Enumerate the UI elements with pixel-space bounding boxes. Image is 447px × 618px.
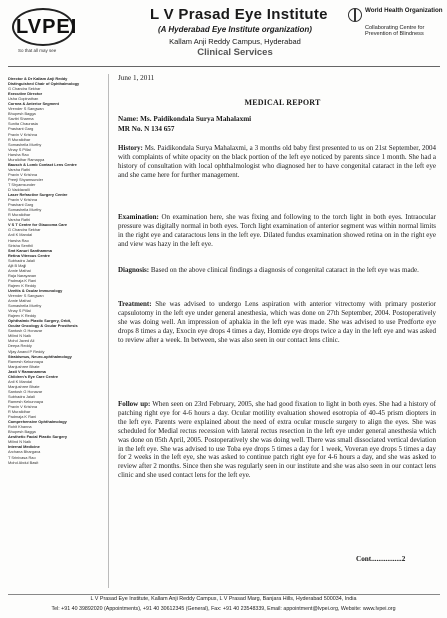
sidebar-staff-name: Ajit B Majji [8,262,27,268]
sidebar-section-heading: Aesthetic Facial Plastic Surgery [8,434,68,440]
lvpei-logo [6,8,80,56]
sidebar-staff-name: Sirisha Senthil [8,242,33,248]
sidebar-staff-name: Vinay S Pillai [8,308,31,314]
sidebar-staff-name: Mohd Javed Ali [8,338,35,344]
examination-paragraph [118,213,436,249]
logo-text: LVPEI [16,16,78,38]
treatment-paragraph [118,300,436,345]
diagnosis-text: Based on the above clinical findings a diagnosis of congenital cataract in the left eye was made. [150,266,419,274]
sidebar-staff-name: Rajeev K Reddy [8,313,37,319]
history-label: History: [118,144,143,152]
globe-icon [348,8,362,22]
sidebar-staff-name: Vijay Anand P Reddy [8,348,45,354]
sidebar-staff-name: T Shyamsunder [8,181,36,187]
sidebar-staff-name: Anil K Mandal [8,378,33,384]
examination-label: Examination: [118,213,159,221]
sidebar-staff-name: Milind N Naik [8,439,31,445]
sidebar-staff-name: Varsha Rathi [8,166,31,172]
sidebar-staff-name: D Vaddavalli [8,187,30,193]
sidebar-section-heading: Cornea & Anterior Segment [8,101,59,107]
sidebar-staff-name: Ramesh Kekunnaya [8,399,44,404]
sidebar-section-heading: Retina Vitreous Centre [8,252,50,258]
sidebar-staff-name: Prashant Garg [8,126,34,132]
sidebar-staff-name: R Muralidhar [8,136,31,142]
examination-text: On examination here, she was fixing and following to the torch light in both eyes. Intraocular pressure was digitally normal in both eyes. Torch light examination of anterior segment was within normal limits in the right eye and cataractous lens in the left eye. Dilated fundus examination showed retina on in the right eye and view was hazy in the left eye. [118,213,436,248]
diagnosis-label: Diagnosis: [118,266,150,274]
sidebar-staff-name: T Srinivasa Rao [8,454,36,460]
sidebar-staff-name: Savitri Sharma [8,116,34,122]
logo-tagline: So that all may see [18,48,57,53]
sidebar-staff-name: Pravin V Krishna [8,197,37,203]
sidebar-staff-name: Annie Mathai [8,298,31,304]
report-date: June 1, 2011 [118,74,155,82]
sidebar-section-heading: Director & Dr Kallam Anji Reddy [8,76,68,81]
sidebar-staff-name: Annie Mathai [8,267,31,273]
sidebar-staff-name: Usha Gopinathan [8,96,39,102]
sidebar-staff-name: Pravin V Krishna [8,171,37,177]
sidebar-section-heading: Internal Medicine [8,444,40,450]
mr-number: MR No. N 134 657 [118,125,175,133]
treatment-label: Treatment: [118,300,152,308]
sidebar-section-heading: Strabismus, Neuro-ophthalmology [8,353,72,359]
sidebar-section-heading: Executive Director [8,91,43,97]
sidebar-staff-name: Ramesh Kekunnaya [8,358,44,364]
sidebar-section-heading: Uveitis & Ocular Immunology [8,287,63,293]
sidebar-section-heading: Comprehensive Ophthalmology [8,419,67,425]
sidebar-staff-name: Prashant Garg [8,202,34,208]
sidebar-staff-name: Padmaja K Rani [8,414,37,420]
sidebar-staff-name: Harsha Rao [8,151,29,157]
sidebar-staff-name: Manjushree Bhate [8,363,40,369]
sidebar-staff-name: Santosh G Honavar [8,328,43,334]
follow-up-text: When seen on 23rd February, 2005, she had good fixation to light in both eyes. She had a history of patching right eye for 4-6 hours a day. Ocular motility evaluation showed esotropia of 40-45 prism diopters in the left eye. Parents were explained about the need of extra ocular muscle surgery to align the eyes. She was scheduled for Medial rectus recession with lateral rectus resection in the left eye under general anesthesia which was done on 05th April, 2005. Postoperatively she was doing well. There was small dissociated vertical deviation in the left eye. She was advised to use Toba eye drops 5 times a day for 1 week, Voveran eye drops 5 times a day for 2 weeks in the left eye, she was asked to continue patch right eye for 4-6 hours a day, and she was asked to review after 2 months. Since then she was regularly seen in our institute and she was also seen in our contact lens clinic and she used contact lens for the left eye. [118,400,437,480]
institute-name: L V Prasad Eye Institute [150,6,328,23]
footer-contact: Tel: +91 40 39892020 (Appointments), +91 40 30612345 (General), Fax: +91 40 23548339, Email: appointment@lvpei.org, Website: www.lvpei.org [51,606,396,612]
sidebar-section-heading: Laser Refractive Surgery Centre [8,192,68,198]
continued-marker: Cont.................2 [356,555,406,563]
sidebar-section-heading: Children's Eye Care Centre [8,373,59,379]
sidebar-section-heading: Smt Kanuri Santhamma [8,247,52,253]
sidebar-staff-name: Mohd Abdul Basit [8,459,39,465]
report-title: MEDICAL REPORT [244,98,321,107]
sidebar-section-heading: Jasti V Ramanamma [8,368,46,374]
department-name: Clinical Services [197,47,273,58]
follow-up-paragraph [118,400,436,480]
sidebar-section-heading: Ophthalmic Plastic Surgery, Orbit, [8,318,72,324]
who-name: World Health Organization [365,7,443,14]
treatment-text: She was advised to undergo Lens aspiration with anterior vitrectomy with primary posterior capsulotomy in the left eye under general anesthesia, which was done on 27th September, 2004. Postoperatively she was doing well. An impression of aphakia in the left eye was made. She was advised to use Predforte eye drops 8 times a day, Exocin eye drops 4 times a day, Homide eye drops twice a day in the left eye and was asked to review after a week. In between, she was also seen in our contact lens clinic. [118,300,437,344]
patient-name: Name: Ms. Paidikondala Surya Mahalaxmi [118,115,252,123]
sidebar-divider [108,74,109,588]
sidebar-staff-name: Padmaja K Rani [8,277,37,283]
who-collaboration-note: Collaborating Centre for Prevention of Blindness [365,25,425,38]
sidebar-staff-name: Anil K Mandal [8,232,33,238]
sidebar-staff-name: Vinay S Pillai [8,146,31,152]
campus-name: Kallam Anji Reddy Campus, Hyderabad [169,37,301,46]
sidebar-staff-name: Rohit Khanna [8,424,32,430]
sidebar-staff-name: Somasheila Murthy [8,303,42,309]
sidebar-staff-name: Manjushree Bhate [8,383,40,389]
sidebar-staff-name: Santosh G Honavar [8,388,43,394]
sidebar-section-heading: V S T Centre for Glaucoma Care [8,222,68,228]
sidebar-staff-name: Milind N Naik [8,333,31,339]
history-paragraph [118,144,436,180]
sidebar-staff-name: Somasheila Murthy [8,141,42,147]
sidebar-staff-name: G Chandra Sekhar [8,86,41,92]
sidebar-staff-name: Subhadra Jalali [8,393,35,399]
sidebar-staff-name: Varsha Rathi [8,217,31,223]
follow-up-label: Follow up: [118,400,151,408]
sidebar-staff-name: Rajeev K Reddy [8,282,37,288]
header-divider [8,66,440,67]
sidebar-staff-name: Raja Narayanan [8,272,37,278]
sidebar-staff-name: Subhadra Jalali [8,257,35,263]
sidebar-staff-name: Preeji Shyamsunder [8,176,44,182]
sidebar-staff-name: G Chandra Sekhar [8,227,41,233]
sidebar-staff-name: Virender S Sangwan [8,106,44,112]
sidebar-section-heading: Ocular Oncology & Ocular Prosthesis [8,323,78,329]
sidebar-staff-name: Pravin V Krishna [8,131,37,137]
footer-address: L V Prasad Eye Institute, Kallam Anji Reddy Campus, L V Prasad Marg, Banjara Hills, Hyderabad 500034, India [90,596,357,602]
institute-subtitle: (A Hyderabad Eye Institute organization) [158,25,312,34]
sidebar-staff-name: Virender S Sangwan [8,293,44,299]
footer-divider [8,594,440,595]
sidebar-staff-name: Deepa Reddy [8,343,32,349]
history-text: Ms. Paidikondala Surya Mahalaxmi, a 3 months old baby first presented to us on 21st September, 2004 with complaints of white opacity on the black portion of the left eye noticed by parents since 1 month. She had a history of consultation with local ophthalmologist who diagnosed her to have congenital cataract in the left eye and she came here for further management. [118,144,436,179]
sidebar-staff-name: Archana Bhargava [8,449,41,455]
sidebar-staff-name: Bhupesh Bagga [8,429,36,435]
staff-sidebar [8,76,106,586]
sidebar-staff-name: Harsha Rao [8,237,29,243]
sidebar-staff-name: Pravin V Krishna [8,404,37,410]
sidebar-section-heading: Distinguished Chair of Ophthalmology [8,81,80,87]
sidebar-staff-name: Muralidhar Ramappa [8,156,45,162]
sidebar-section-heading: Bausch & Lomb Contact Lens Centre [8,161,77,167]
diagnosis-paragraph [118,266,436,275]
sidebar-staff-name: Sunita Chaurasia [8,121,38,127]
sidebar-staff-name: Somasheila Murthy [8,207,42,213]
sidebar-staff-name: R Muralidhar [8,212,31,218]
sidebar-staff-name: R Muralidhar [8,409,31,415]
sidebar-staff-name: Bhupesh Bagga [8,111,36,117]
